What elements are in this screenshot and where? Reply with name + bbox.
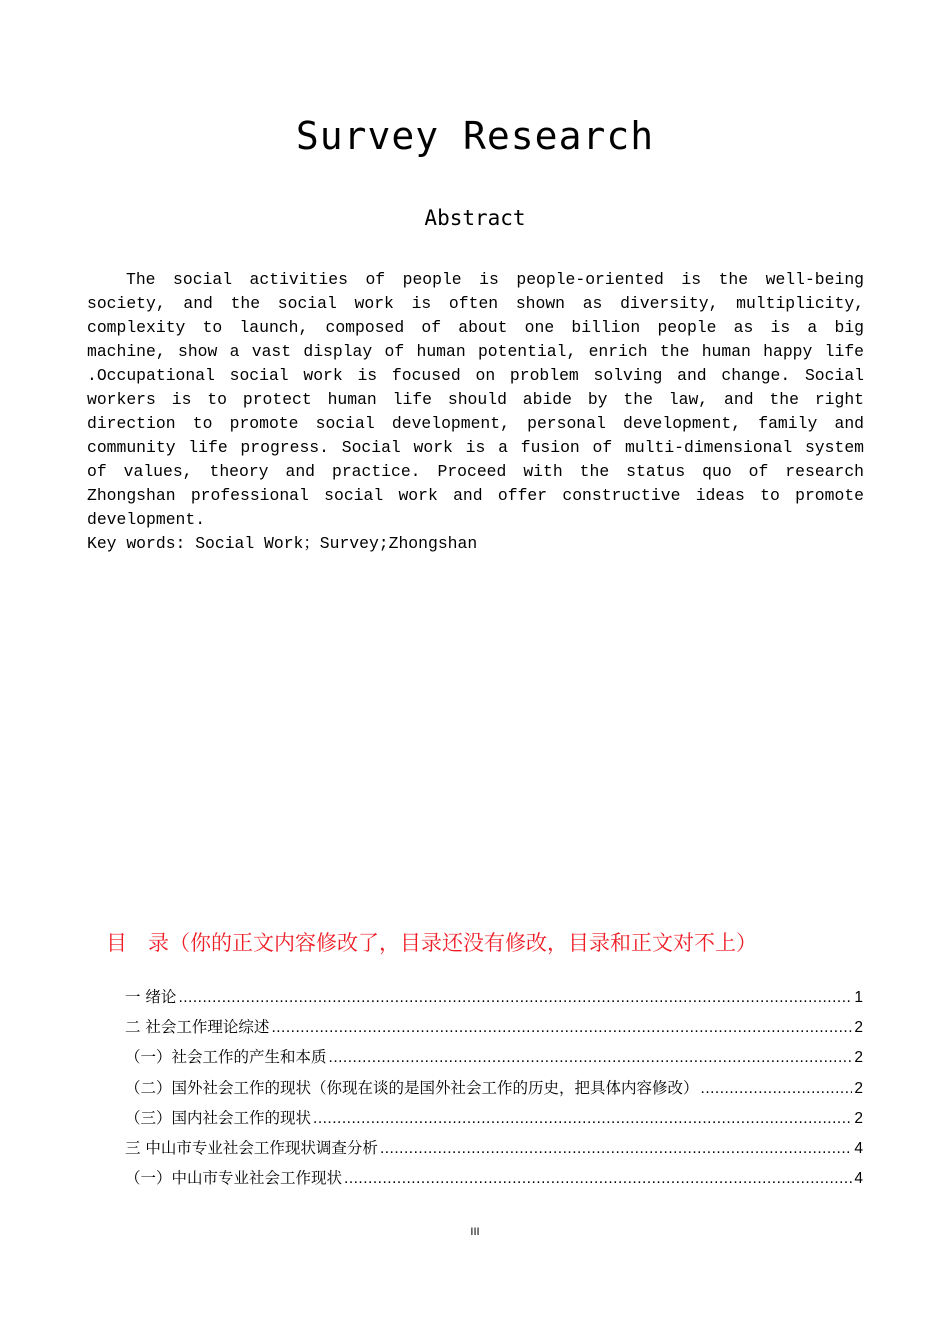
- toc-entry[interactable]: [125, 1015, 863, 1045]
- document-title: Survey Research: [295, 114, 655, 158]
- toc-leader-dots: [344, 1170, 852, 1188]
- toc-leader-dots: [701, 1080, 853, 1098]
- toc-entry-label: （二）国外社会工作的现状（你现在谈的是国外社会工作的历史，把具体内容修改）: [125, 1078, 699, 1097]
- toc-entry[interactable]: [125, 985, 863, 1015]
- keywords-line: Key words: Social Work；Survey;Zhongshan: [87, 534, 478, 553]
- toc-entry-page: 4: [854, 1170, 863, 1188]
- toc-leader-dots: [271, 1019, 852, 1037]
- toc-entry-page: 2: [854, 1079, 863, 1097]
- toc-entry-page: 4: [854, 1139, 863, 1157]
- toc-entry-page: 1: [854, 989, 863, 1006]
- abstract-body: The social activities of people is people-oriented is the well-being society, and the social work is often shown as diversity, multiplicity, complexity to launch, composed of about one billion people as is a big machine, show a vast display of human potential, enrich the human happy life .Occupational social work is focused on problem solving and change. Social workers is to protect human life should abide by the law, and the right direction to promote social development, personal development, family and community life progress. Social work is a fusion of multi-dimensional system of values, theory and practice. Proceed with the status quo of research Zhongshan professional social work and offer constructive ideas to promote development.: [87, 270, 864, 529]
- toc-entry[interactable]: [125, 1045, 863, 1075]
- toc-entry-page: 2: [854, 1109, 863, 1127]
- toc-entry-label: （三）国内社会工作的现状: [125, 1108, 312, 1127]
- toc-entry-label: 三 中山市专业社会工作现状调查分析: [125, 1138, 378, 1157]
- toc-entry[interactable]: [125, 1106, 863, 1136]
- toc-entry-label: （一）中山市专业社会工作现状: [125, 1169, 343, 1188]
- toc-entry-page: 2: [854, 1049, 863, 1067]
- toc-entry-label: （一）社会工作的产生和本质: [125, 1048, 327, 1067]
- toc-entry-page: 2: [854, 1019, 863, 1037]
- abstract-heading: Abstract: [424, 206, 526, 230]
- toc-entry[interactable]: [125, 1166, 863, 1196]
- page-number: III: [470, 1226, 480, 1238]
- toc-leader-dots: [380, 1140, 852, 1158]
- toc-leader-dots: [313, 1110, 852, 1128]
- toc-entry[interactable]: [125, 1076, 863, 1106]
- toc-entry[interactable]: [125, 1136, 863, 1166]
- table-of-contents: [125, 985, 863, 1196]
- toc-heading: 目 录（你的正文内容修改了，目录还没有修改，目录和正文对不上）: [106, 931, 757, 955]
- toc-entry-label: 二 社会工作理论综述: [125, 1018, 270, 1037]
- toc-leader-dots: [178, 989, 852, 1007]
- toc-entry-label: 一 绪论: [125, 988, 177, 1006]
- toc-leader-dots: [329, 1049, 853, 1067]
